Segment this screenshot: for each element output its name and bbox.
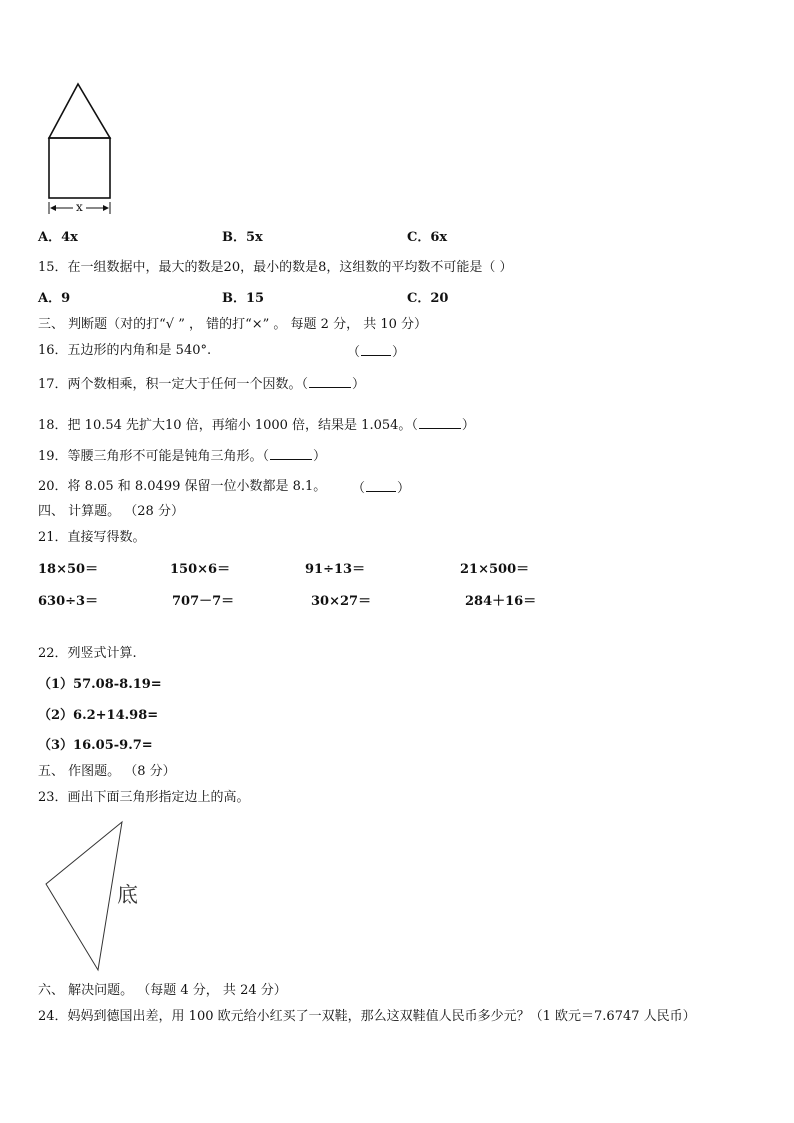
house-square	[49, 138, 110, 198]
base-label: 底	[117, 883, 138, 907]
q21-row2-item3: 30×27＝	[311, 594, 372, 609]
q21-row1-item2: 150×6＝	[170, 562, 231, 577]
q19-line: 19．等腰三角形不可能是钝角三角形。（ ）	[38, 449, 327, 464]
q19-text: 19．等腰三角形不可能是钝角三角形。（	[38, 449, 270, 464]
q21-text: 21．直接写得数。	[38, 530, 146, 545]
q17-line: 17．两个数相乘，积一定大于任何一个因数。（ ）	[38, 377, 366, 392]
q19-answer-blank[interactable]	[270, 447, 312, 460]
q15-option-b: B．15	[222, 291, 265, 306]
q22-item-2: （2）6.2+14.98=	[38, 708, 159, 723]
q18-text: 18．把 10.54 先扩大10 倍，再缩小 1000 倍，结果是 1.054。（	[38, 418, 418, 433]
q22-item-3: （3）16.05-9.7=	[38, 738, 153, 753]
q20-answer-blank[interactable]	[366, 479, 396, 492]
house-figure	[40, 80, 130, 220]
q15-option-c: C．20	[407, 291, 449, 306]
section-3-title: 三、 判断题（对的打“√ ” ， 错的打“×” 。 每题 2 分， 共 10 分）	[38, 317, 428, 332]
q16-text: 16．五边形的内角和是 540°.	[38, 343, 212, 358]
q21-row1-item3: 91÷13＝	[305, 562, 366, 577]
q21-row1-item1: 18×50＝	[38, 562, 99, 577]
q18-line: 18．把 10.54 先扩大10 倍，再缩小 1000 倍，结果是 1.054。（ ）	[38, 418, 475, 433]
q16-answer-blank[interactable]	[361, 343, 391, 356]
width-label-x: x	[76, 200, 83, 214]
q21-row2-item4: 284＋16＝	[465, 594, 537, 609]
q24-text: 24．妈妈到德国出差，用 100 欧元给小红买了一双鞋，那么这双鞋值人民币多少元？（1 欧元＝7.6747 人民币）	[38, 1009, 696, 1024]
section-5-title: 五、 作图题。 （8 分）	[38, 764, 176, 779]
q20-text: 20．将 8.05 和 8.0499 保留一位小数都是 8.1。	[38, 479, 327, 494]
q21-row1-item4: 21×500＝	[460, 562, 530, 577]
house-roof-triangle	[49, 84, 110, 138]
q23-text: 23．画出下面三角形指定边上的高。	[38, 790, 250, 805]
q17-answer-blank[interactable]	[309, 375, 351, 388]
q15-option-a: A．9	[38, 291, 71, 306]
section-6-title: 六、 解决问题。 （每题 4 分， 共 24 分）	[38, 983, 287, 998]
q21-row2-item2: 707－7＝	[172, 594, 235, 609]
triangle-shape	[46, 822, 122, 970]
q14-option-c: C．6x	[407, 230, 448, 245]
q20-answer-paren: （ ）	[352, 481, 411, 496]
q15-text: 15．在一组数据中，最大的数是20，最小的数是8，这组数的平均数不可能是（ ）	[38, 260, 513, 275]
q22-item-1: （1）57.08-8.19=	[38, 677, 162, 692]
q21-row2-item1: 630÷3＝	[38, 594, 99, 609]
section-4-title: 四、 计算题。 （28 分）	[38, 504, 184, 519]
q16-answer-paren: （ ）	[347, 345, 406, 360]
q14-option-b: B．5x	[222, 230, 263, 245]
q22-text: 22．列竖式计算.	[38, 646, 137, 661]
q18-answer-blank[interactable]	[419, 416, 461, 429]
q14-option-a: A．4x	[38, 230, 78, 245]
q17-text: 17．两个数相乘，积一定大于任何一个因数。（	[38, 377, 309, 392]
